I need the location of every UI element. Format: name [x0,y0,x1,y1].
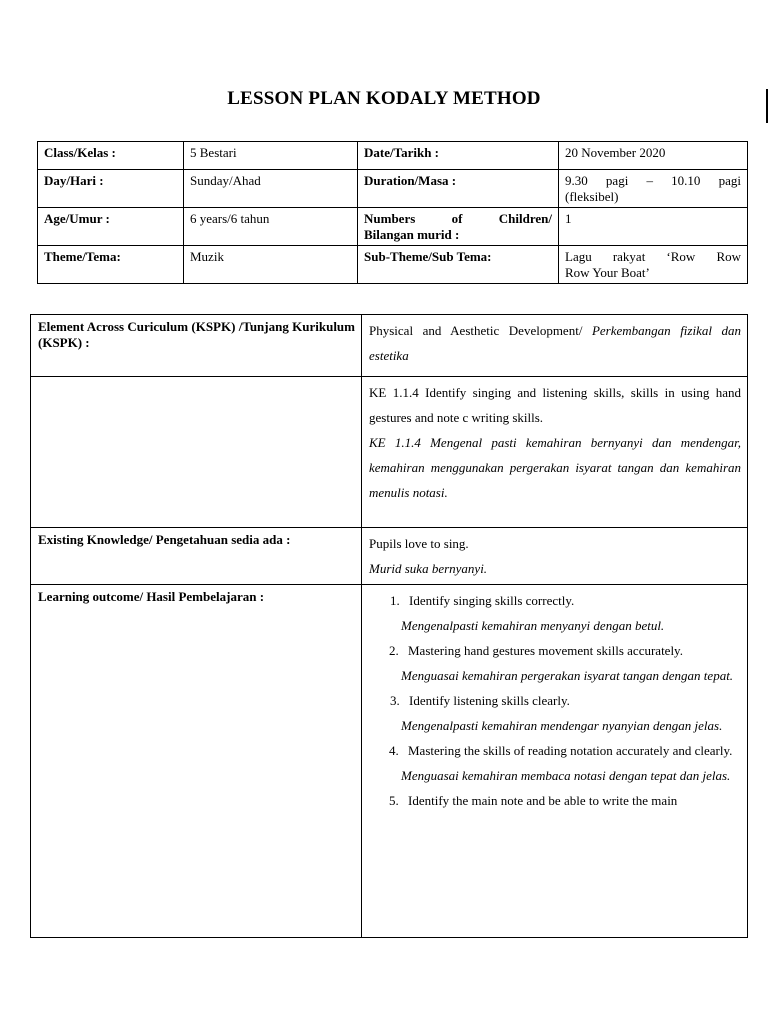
date-label: Date/Tarikh : [358,142,559,170]
outcome-en: Mastering the skills of reading notation accurately and clearly. [408,743,733,758]
theme-value: Muzik [184,246,358,284]
outcome-en: Identify the main note and be able to write the main [408,793,678,808]
subtheme-label: Sub-Theme/Sub Tema: [358,246,559,284]
outcome-number: 4. [389,743,399,758]
ke-standard-ms: KE 1.1.4 Mengenal pasti kemahiran bernyanyi dan mendengar, kemahiran menggunakan pergerakan isyarat tangan dan kemahiran menulis notasi. [369,435,741,500]
outcome-item [390,688,741,713]
children-label-line2: Bilangan murid : [364,227,460,242]
outcome-number: 1. [390,593,400,608]
info-row-day [38,170,748,208]
ke-cell [362,377,748,528]
row-element-across-curriculum [31,315,748,377]
existing-cell [362,528,748,585]
outcome-item [389,738,741,763]
date-value: 20 November 2020 [559,142,748,170]
outcome-number: 3. [390,693,400,708]
duration-value [559,170,748,208]
children-label [358,208,559,246]
info-row-age [38,208,748,246]
outcome-en: Identify listening skills clearly. [409,693,570,708]
info-row-class [38,142,748,170]
day-value: Sunday/Ahad [184,170,358,208]
outcome-item [389,638,741,663]
element-value-en: Physical and Aesthetic Development/ [369,323,583,338]
outcome-en: Identify singing skills correctly. [409,593,575,608]
outcome-ms: Menguasai kemahiran membaca notasi dengan tepat dan jelas. [401,768,731,783]
outcome-ms: Mengenalpasti kemahiran menyanyi dengan betul. [401,618,665,633]
subtheme-value [559,246,748,284]
existing-label: Existing Knowledge/ Pengetahuan sedia ada : [31,528,362,585]
outcome-ms: Mengenalpasti kemahiran mendengar nyanyian dengan jelas. [401,718,723,733]
outcome-item [390,588,741,613]
outcome-number: 2. [389,643,399,658]
outcome-label: Learning outcome/ Hasil Pembelajaran : [31,585,362,938]
duration-value-line2: (fleksibel) [565,189,619,204]
age-label: Age/Umur : [38,208,184,246]
class-label: Class/Kelas : [38,142,184,170]
outcome-cell [362,585,748,938]
element-value [362,315,748,377]
margin-mark [766,89,768,123]
subtheme-value-line1: Lagu rakyat ‘Row Row [565,249,741,264]
day-label: Day/Hari : [38,170,184,208]
class-value: 5 Bestari [184,142,358,170]
children-label-line1: Numbers of Children/ [364,211,552,226]
outcome-ms: Menguasai kemahiran pergerakan isyarat tangan dengan tepat. [401,668,734,683]
row-existing-knowledge [31,528,748,585]
info-table [37,141,748,284]
duration-value-line1: 9.30 pagi – 10.10 pagi [565,173,741,188]
element-value-ms: Perkembangan fizikal dan estetika [369,323,742,363]
ke-empty-cell [31,377,362,528]
details-table [30,314,748,938]
row-learning-outcome [31,585,748,938]
children-value: 1 [559,208,748,246]
row-ke-standard [31,377,748,528]
element-label: Element Across Curiculum (KSPK) /Tunjang Kurikulum (KSPK) : [31,315,362,377]
duration-label: Duration/Masa : [358,170,559,208]
theme-label: Theme/Tema: [38,246,184,284]
ke-standard-en: KE 1.1.4 Identify singing and listening skills, skills in using hand gestures and note c writing skills. [369,385,741,425]
existing-ms: Murid suka bernyanyi. [369,561,488,576]
page-title: LESSON PLAN KODALY METHOD [227,88,541,109]
existing-en: Pupils love to sing. [369,536,469,551]
age-value: 6 years/6 tahun [184,208,358,246]
outcome-en: Mastering hand gestures movement skills accurately. [408,643,683,658]
outcome-number: 5. [389,793,399,808]
subtheme-value-line2: Row Your Boat’ [565,265,650,280]
info-row-theme [38,246,748,284]
outcome-item [390,788,741,813]
